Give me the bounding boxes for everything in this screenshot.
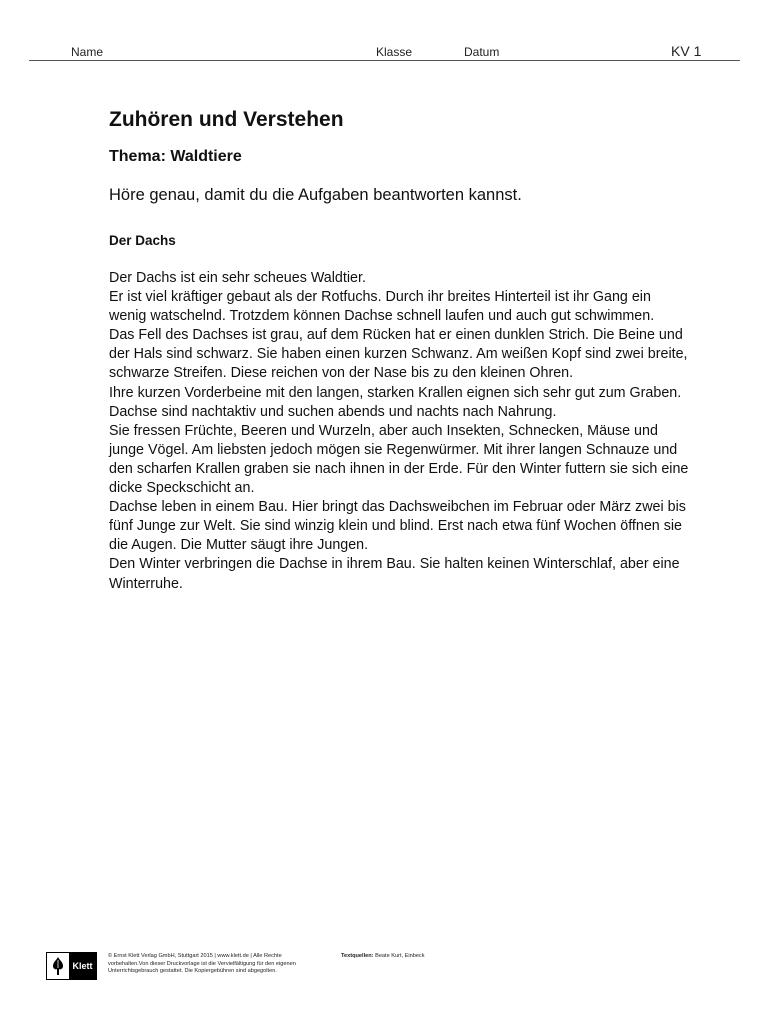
body-line: wenig watschelnd. Trotzdem können Dachse schnell laufen und auch gut schwimmen. bbox=[109, 308, 655, 325]
sources-value: Beate Kurt, Einbeck bbox=[373, 953, 425, 959]
page-subtitle: Thema: Waldtiere bbox=[109, 148, 242, 165]
body-line: Dachse sind nachtaktiv und suchen abends und nachts nach Nahrung. bbox=[109, 403, 557, 420]
leaf-icon bbox=[47, 953, 69, 979]
page-title: Zuhören und Verstehen bbox=[109, 108, 344, 131]
body-line: schwarze Streifen. Diese reichen von der Nase bis zu den kleinen Ohren. bbox=[109, 365, 574, 382]
body-text bbox=[109, 269, 721, 594]
class-label: Klasse bbox=[376, 45, 413, 59]
body-line: Dachse leben in einem Bau. Hier bringt das Dachsweibchen im Februar oder März zwei bis bbox=[109, 499, 686, 516]
body-line: dicke Speckschicht an. bbox=[109, 480, 255, 497]
logo-text: Klett bbox=[69, 953, 96, 979]
body-line: Winterruhe. bbox=[109, 575, 183, 592]
body-line: junge Vögel. Am liebsten jedoch mögen sie Regenwürmer. Mit ihrer langen Schnauze und bbox=[109, 441, 678, 458]
body-line: der Hals sind schwarz. Sie haben einen kurzen Schwanz. Am weißen Kopf sind zwei breite, bbox=[109, 346, 688, 363]
date-label: Datum bbox=[464, 45, 500, 59]
copyright-notice bbox=[108, 953, 338, 976]
body-line: die Augen. Die Mutter säugt ihre Jungen. bbox=[109, 537, 369, 554]
body-line: Sie fressen Früchte, Beeren und Wurzeln, aber auch Insekten, Schnecken, Mäuse und bbox=[109, 422, 658, 439]
section-heading: Der Dachs bbox=[109, 233, 176, 248]
body-line: Den Winter verbringen die Dachse in ihrem Bau. Sie halten keinen Winterschlaf, aber eine bbox=[109, 556, 680, 573]
copyright-line: © Ernst Klett Verlag GmbH, Stuttgart 2015 | www.klett.de | Alle Rechte bbox=[108, 953, 282, 959]
text-sources bbox=[341, 953, 425, 959]
body-line: Der Dachs ist ein sehr scheues Waldtier. bbox=[109, 270, 366, 286]
sources-label: Textquellen: bbox=[341, 953, 374, 959]
sheet-id: KV 1 bbox=[671, 43, 702, 59]
copyright-line: Unterrichtsgebrauch gestattet. Die Kopiergebühren sind abgegolten. bbox=[108, 968, 277, 975]
body-line: fünf Junge zur Welt. Sie sind winzig klein und blind. Erst nach etwa fünf Wochen öffnen sie bbox=[109, 518, 682, 535]
header-rule bbox=[29, 60, 740, 61]
copyright-line: vorbehalten.Von dieser Druckvorlage ist die Vervielfältigung für den eigenen bbox=[108, 960, 296, 967]
publisher-logo bbox=[46, 952, 97, 980]
instruction-text: Höre genau, damit du die Aufgaben beantworten kannst. bbox=[109, 186, 522, 204]
body-line: Das Fell des Dachses ist grau, auf dem Rücken hat er einen dunklen Strich. Die Beine und bbox=[109, 327, 683, 344]
name-label: Name bbox=[71, 45, 104, 59]
body-line: den scharfen Krallen graben sie nach ihnen in der Erde. Für den Winter futtern sie sich eine bbox=[109, 460, 689, 477]
body-line: Er ist viel kräftiger gebaut als der Rotfuchs. Durch ihr breites Hinterteil ist ihr Gang ein bbox=[109, 289, 651, 306]
body-line: Ihre kurzen Vorderbeine mit den langen, starken Krallen eignen sich sehr gut zum Graben. bbox=[109, 384, 682, 401]
